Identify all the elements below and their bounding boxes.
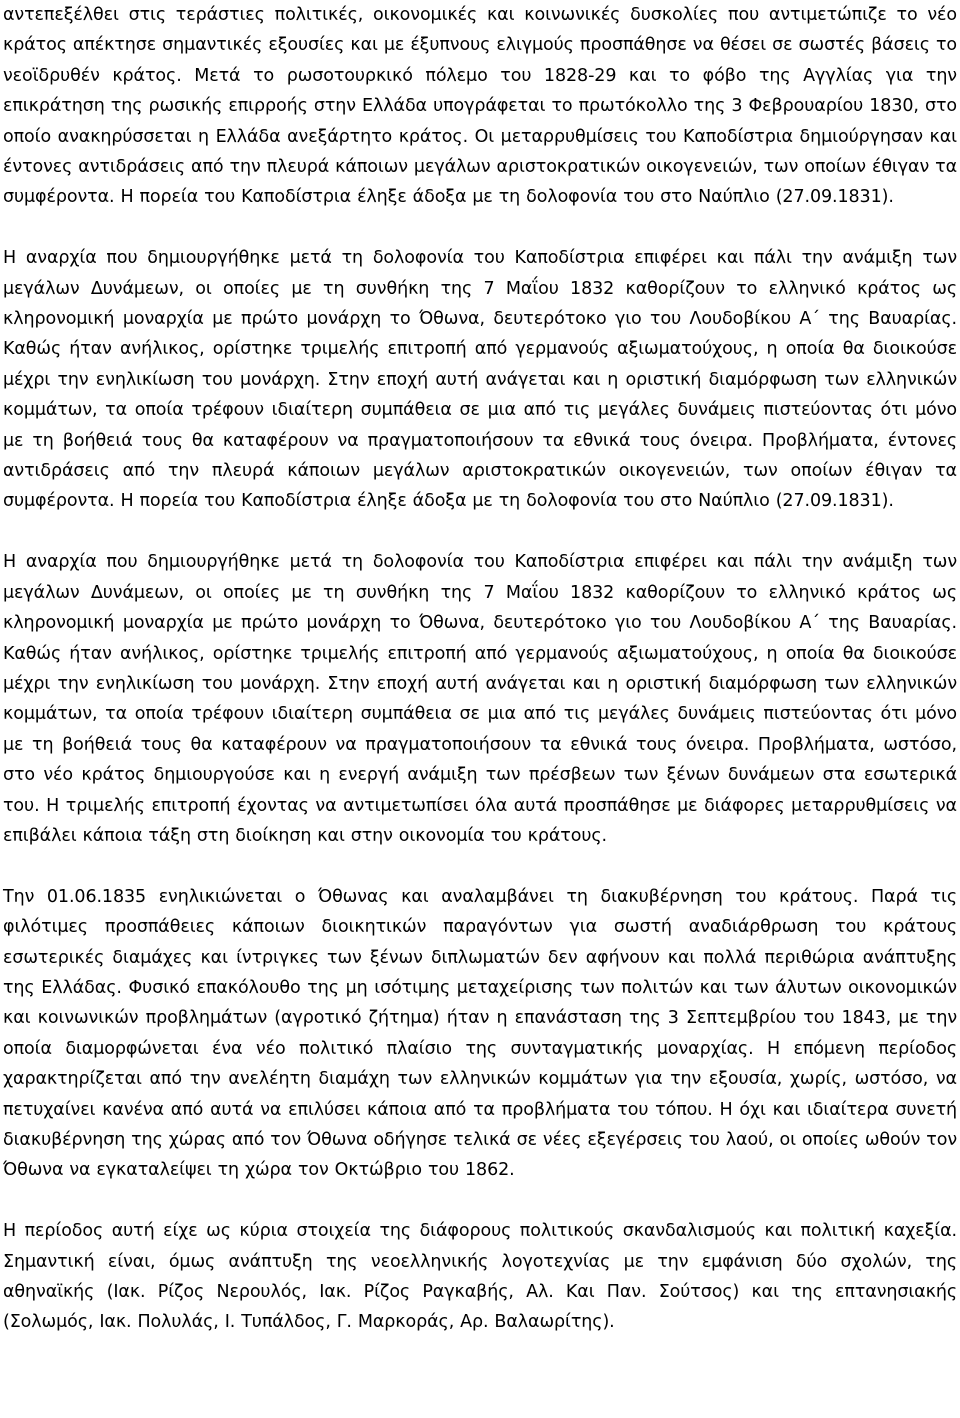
paragraph-anarchy-first: Η αναρχία που δημιουργήθηκε μετά τη δολοφονία του Καποδίστρια επιφέρει και πάλι την ανάμιξη των μεγάλων Δυνάμεων, οι οποίες με τη συνθήκη της 7 Μαΐου 1832 καθορίζουν το ελληνικό κράτος ως κληρονομική μοναρχία με πρώτο μονάρχη το Όθωνα, δευτερότοκο γιο του Λουδοβίκου Α΄ της Βαυαρίας. Καθώς ήταν ανήλικος, ορίστηκε τριμελής επιτροπή από γερμανούς αξιωματούχους, η οποία θα διοικούσε μέχρι την ενηλικίωση του μονάρχη. Στην εποχή αυτή ανάγεται και η οριστική διαμόρφωση των ελληνικών κομμάτων, τα οποία τρέφουν ιδιαίτερη συμπάθεια σε μια από τις μεγάλες δυνάμεις πιστεύοντας ότι μόνο με τη βοήθειά τους θα καταφέρουν να πραγματοποιήσουν τα εθνικά τους όνειρα. Προβλήματα, έντονες αντιδράσεις από την πλευρά κάποιων μεγάλων αριστοκρατικών οικογενειών, των οποίων έθιγαν τα συμφέροντα. Η πορεία του Καποδίστρια έληξε άδοξα με τη δολοφονία του στο Ναύπλιο (27.09.1831). <box>3 248 957 512</box>
paragraph-gap <box>3 1186 957 1216</box>
paragraph-literature: Η περίοδος αυτή είχε ως κύρια στοιχεία της διάφορους πολιτικούς σκανδαλισμούς και πολιτική καχεξία. Σημαντική είναι, όμως ανάπτυξη της νεοελληνικής λογοτεχνίας με την εμφάνιση δύο σχολών, της αθηναϊκής (Ιακ. Ρίζος Νερουλός, Ιακ. Ρίζος Ραγκαβής, Αλ. Και Παν. Σούτσος) και της επτανησιακής (Σολωμός, Ιακ. Πολυλάς, Ι. Τυπάλδος, Γ. Μαρκοράς, Αρ. Βαλαωρίτης). <box>3 1221 957 1333</box>
paragraph-anarchy-second: Η αναρχία που δημιουργήθηκε μετά τη δολοφονία του Καποδίστρια επιφέρει και πάλι την ανάμιξη των μεγάλων Δυνάμεων, οι οποίες με τη συνθήκη της 7 Μαΐου 1832 καθορίζουν το ελληνικό κράτος ως κληρονομική μοναρχία με πρώτο μονάρχη το Όθωνα, δευτερότοκο γιο του Λουδοβίκου Α΄ της Βαυαρίας. Καθώς ήταν ανήλικος, ορίστηκε τριμελής επιτροπή από γερμανούς αξιωματούχους, η οποία θα διοικούσε μέχρι την ενηλικίωση του μονάρχη. Στην εποχή αυτή ανάγεται και η οριστική διαμόρφωση των ελληνικών κομμάτων, τα οποία τρέφουν ιδιαίτερη συμπάθεια σε μια από τις μεγάλες δυνάμεις πιστεύοντας ότι μόνο με τη βοήθειά τους θα καταφέρουν να πραγματοποιήσουν τα εθνικά τους όνειρα. Προβλήματα, ωστόσο, στο νέο κράτος δημιουργούσε και η ενεργή ανάμιξη των πρέσβεων των ξένων δυνάμεων στα εσωτερικά του. Η τριμελής επιτροπή έχοντας να αντιμετωπίσει όλα αυτά προσπάθησε με διάφορες μεταρρυθμίσεις να επιβάλει κάποια τάξη στη διοίκηση και στην οικονομία του κράτους. <box>3 552 957 846</box>
paragraph-gap <box>3 517 957 547</box>
paragraph-gap <box>3 213 957 243</box>
document-page <box>3 0 957 1338</box>
paragraph-gap <box>3 851 957 881</box>
paragraph-otto-reign: Την 01.06.1835 ενηλικιώνεται ο Όθωνας και αναλαμβάνει τη διακυβέρνηση του κράτους. Παρά τις φιλότιμες προσπάθειες κάποιων διοικητικών παραγόντων για σωστή αναδιάρθρωση του κράτους εσωτερικές διαμάχες και ίντριγκες των ξένων διπλωματών δεν αφήνουν και πολλά περιθώρια ανάπτυξης της Ελλάδας. Φυσικό επακόλουθο της μη ισότιμης μεταχείρισης των πολιτών και των άλυτων οικονομικών και κοινωνικών προβλημάτων (αγροτικό ζήτημα) ήταν η επανάσταση της 3 Σεπτεμβρίου του 1843, με την οποία διαμορφώνεται ένα νέο πολιτικό πλαίσιο της συνταγματικής μοναρχίας. Η επόμενη περίοδος χαρακτηρίζεται από την ανελέητη διαμάχη των ελληνικών κομμάτων για την εξουσία, χωρίς, ωστόσο, να πετυχαίνει κανένα από αυτά να επιλύσει κάποια από τα προβλήματα του τόπου. Η όχι και ιδιαίτερα συνετή διακυβέρνηση της χώρας από τον Όθωνα οδήγησε τελικά σε νέες εξεγέρσεις του λαού, οι οποίες ωθούν τον Όθωνα να εγκαταλείψει τη χώρα τον Οκτώβριο του 1862. <box>3 886 958 1181</box>
paragraph-kapodistrias-intro: αντεπεξέλθει στις τεράστιες πολιτικές, οικονομικές και κοινωνικές δυσκολίες που αντιμετώπιζε το νέο κράτος απέκτησε σημαντικές εξουσίες και με έξυπνους ελιγμούς προσπάθησε να θέσει σε σωστές βάσεις το νεοϊδρυθέν κράτος. Μετά το ρωσοτουρκικό πόλεμο του 1828-29 και το φόβο της Αγγλίας για την επικράτηση της ρωσικής επιρροής στην Ελλάδα υπογράφεται το πρωτόκολλο της 3 Φεβρουαρίου 1830, στο οποίο ανακηρύσσεται η Ελλάδα ανεξάρτητο κράτος. Οι μεταρρυθμίσεις του Καποδίστρια δημιούργησαν και έντονες αντιδράσεις από την πλευρά κάποιων μεγάλων αριστοκρατικών οικογενειών, των οποίων έθιγαν τα συμφέροντα. Η πορεία του Καποδίστρια έληξε άδοξα με τη δολοφονία του στο Ναύπλιο (27.09.1831). <box>3 5 957 208</box>
